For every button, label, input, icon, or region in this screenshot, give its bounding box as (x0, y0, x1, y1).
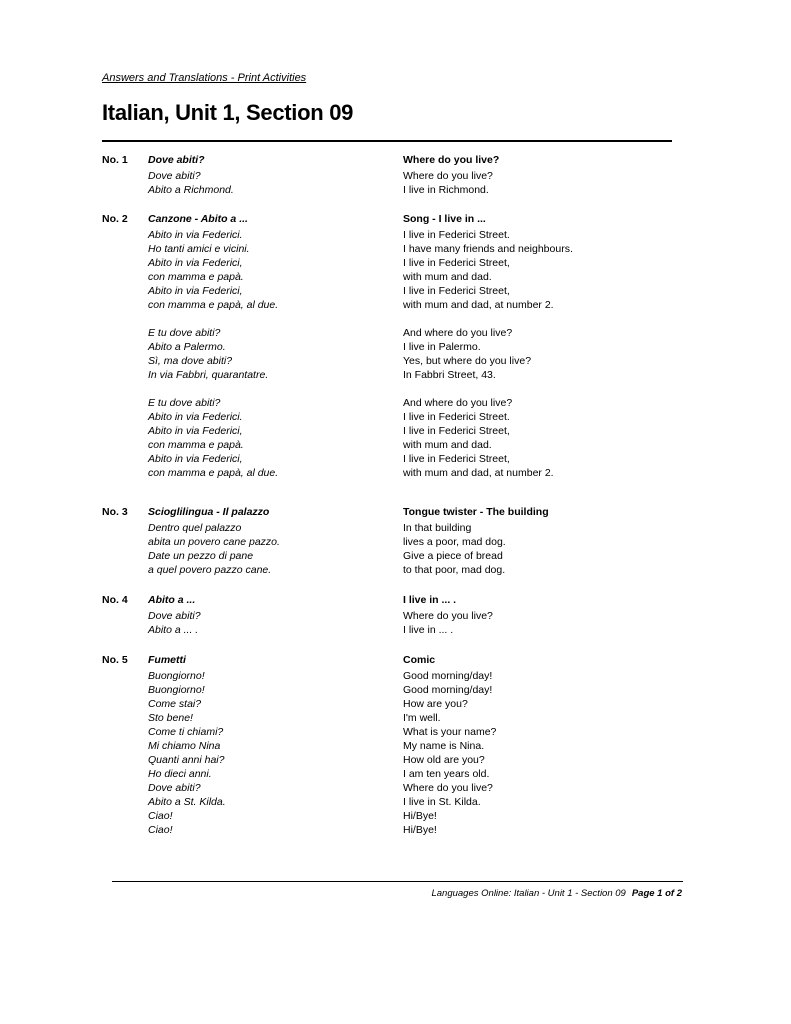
english-line: with mum and dad. (403, 439, 492, 451)
english-line: Yes, but where do you live? (403, 355, 532, 367)
english-line: How are you? (403, 698, 468, 710)
english-line: I have many friends and neighbours. (403, 243, 573, 255)
italian-line: Abito a ... . (148, 624, 199, 636)
english-line: I live in Federici Street. (403, 411, 510, 423)
italian-line: a quel povero pazzo cane. (148, 564, 272, 576)
italian-line: con mamma e papà, al due. (148, 299, 279, 311)
english-line: I live in Federici Street. (403, 229, 510, 241)
italian-line: Ciao! (148, 810, 173, 822)
italian-line: abita un povero cane pazzo. (148, 536, 280, 548)
english-line: What is your name? (403, 726, 497, 738)
english-line: I live in Richmond. (403, 184, 489, 196)
english-line: My name is Nina. (403, 740, 485, 752)
english-line: I'm well. (403, 712, 441, 724)
english-line: Good morning/day! (403, 684, 493, 696)
english-line: I live in Federici Street, (403, 285, 510, 297)
italian-line: Abito a Palermo. (148, 341, 226, 353)
section-number: No. 5 (102, 654, 128, 666)
italian-line: Abito in via Federici. (148, 411, 243, 423)
italian-line: Date un pezzo di pane (148, 550, 254, 562)
italian-line: Dove abiti? (148, 610, 201, 622)
english-line: Give a piece of bread (403, 550, 503, 562)
english-line: Hi/Bye! (403, 824, 437, 836)
italian-line: Ciao! (148, 824, 173, 836)
section-number: No. 1 (102, 154, 128, 166)
italian-line: Mi chiamo Nina (148, 740, 221, 752)
italian-line: con mamma e papà, al due. (148, 467, 279, 479)
english-line: with mum and dad. (403, 271, 492, 283)
english-line: Where do you live? (403, 782, 493, 794)
section-title-english: Tongue twister - The building (403, 506, 549, 518)
english-line: Good morning/day! (403, 670, 493, 682)
english-line: In that building (403, 522, 472, 534)
italian-line: Abito in via Federici, (148, 425, 243, 437)
italian-line: Come ti chiami? (148, 726, 224, 738)
page-footer (431, 888, 682, 899)
english-line: I live in St. Kilda. (403, 796, 481, 808)
english-line: I live in ... . (403, 624, 454, 636)
section-title-english: Where do you live? (403, 154, 500, 166)
section-title-italian: Canzone - Abito a ... (148, 213, 248, 225)
italian-line: Ho dieci anni. (148, 768, 212, 780)
italian-line: Dentro quel palazzo (148, 522, 242, 534)
italian-line: Abito a St. Kilda. (148, 796, 226, 808)
italian-line: Abito in via Federici. (148, 229, 243, 241)
english-line: with mum and dad, at number 2. (403, 299, 554, 311)
english-line: How old are you? (403, 754, 485, 766)
italian-line: Dove abiti? (148, 170, 201, 182)
italian-line: Come stai? (148, 698, 202, 710)
section-number: No. 4 (102, 594, 128, 606)
english-line: I live in Federici Street, (403, 453, 510, 465)
italian-line: E tu dove abiti? (148, 397, 221, 409)
italian-line: Abito in via Federici, (148, 257, 243, 269)
english-line: And where do you live? (403, 327, 513, 339)
header-note: Answers and Translations - Print Activities (102, 72, 307, 84)
section-title-italian: Dove abiti? (148, 154, 205, 166)
italian-line: E tu dove abiti? (148, 327, 221, 339)
italian-line: con mamma e papà. (148, 439, 244, 451)
section-number: No. 2 (102, 213, 128, 225)
italian-line: con mamma e papà. (148, 271, 244, 283)
english-line: Where do you live? (403, 170, 493, 182)
english-line: I am ten years old. (403, 768, 490, 780)
italian-line: Abito in via Federici, (148, 453, 243, 465)
page-number: Page 1 of 2 (631, 888, 682, 899)
italian-line: Abito a Richmond. (148, 184, 234, 196)
italian-line: Abito in via Federici, (148, 285, 243, 297)
footer-text: Languages Online: Italian - Unit 1 - Section 09 (431, 888, 626, 899)
section-title-italian: Abito a ... (148, 594, 196, 606)
english-line: And where do you live? (403, 397, 513, 409)
section-title-italian: Fumetti (148, 654, 186, 666)
italian-line: Dove abiti? (148, 782, 201, 794)
english-line: with mum and dad, at number 2. (403, 467, 554, 479)
italian-line: Ho tanti amici e vicini. (148, 243, 250, 255)
page-title: Italian, Unit 1, Section 09 (102, 100, 354, 125)
footer-divider (112, 881, 683, 882)
italian-line: In via Fabbri, quarantatre. (148, 369, 269, 381)
english-line: to that poor, mad dog. (403, 564, 506, 576)
section-number: No. 3 (102, 506, 128, 518)
section-title-english: I live in ... . (403, 594, 457, 606)
italian-line: Buongiorno! (148, 670, 205, 682)
italian-line: Quanti anni hai? (148, 754, 225, 766)
section-title-english: Song - I live in ... (403, 213, 486, 225)
italian-line: Buongiorno! (148, 684, 205, 696)
english-line: Hi/Bye! (403, 810, 437, 822)
english-line: Where do you live? (403, 610, 493, 622)
section-title-italian: Scioglilingua - Il palazzo (148, 506, 270, 518)
english-line: I live in Federici Street, (403, 425, 510, 437)
english-line: In Fabbri Street, 43. (403, 369, 496, 381)
section-title-english: Comic (403, 654, 436, 666)
english-line: I live in Federici Street, (403, 257, 510, 269)
italian-line: Sto bene! (148, 712, 193, 724)
english-line: I live in Palermo. (403, 341, 481, 353)
english-line: lives a poor, mad dog. (403, 536, 506, 548)
italian-line: Sì, ma dove abiti? (148, 355, 233, 367)
